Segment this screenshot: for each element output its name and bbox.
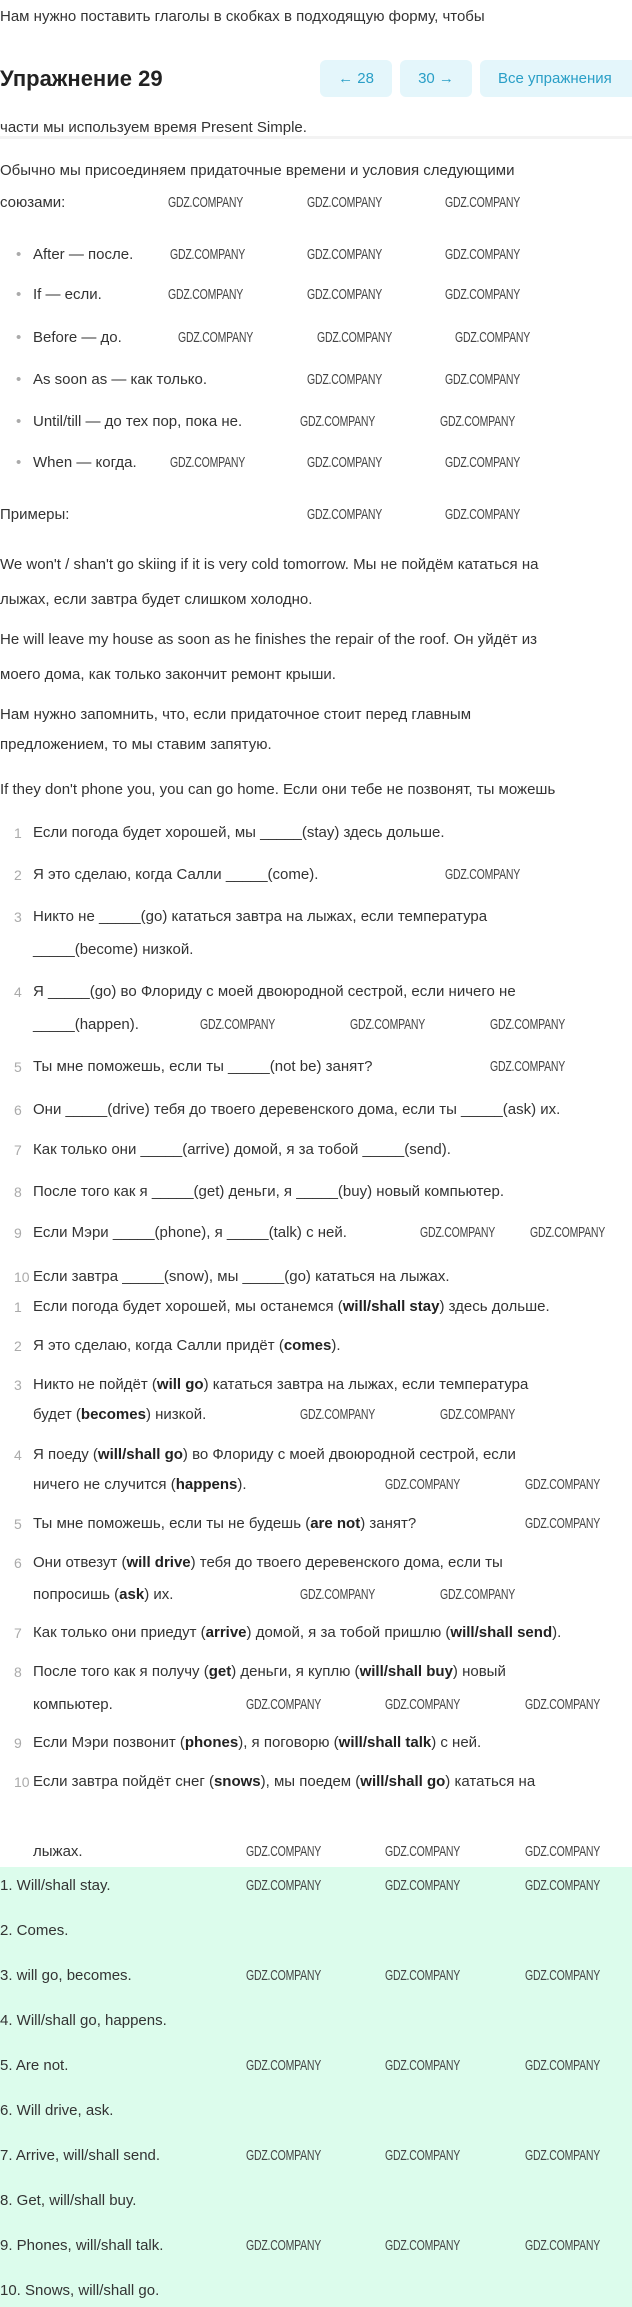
watermark: GDZ.COMPANY bbox=[246, 1843, 322, 1860]
answered-line bbox=[33, 1375, 528, 1395]
watermark: GDZ.COMPANY bbox=[350, 1016, 426, 1033]
intro-text: Нам нужно поставить глаголы в скобках в подходящую форму, чтобы bbox=[0, 8, 485, 25]
answer-text: ) кататься завтра на лыжах, если температура bbox=[203, 1376, 529, 1393]
watermark: GDZ.COMPANY bbox=[385, 1476, 461, 1493]
exercise-number: 10 bbox=[14, 1269, 30, 1285]
bullet-icon: • bbox=[16, 413, 22, 430]
answer-verb: will/shall go bbox=[97, 1446, 183, 1463]
watermark: GDZ.COMPANY bbox=[490, 1016, 566, 1033]
answer-text: ) здесь дольше. bbox=[439, 1298, 550, 1315]
answered-line bbox=[33, 1585, 173, 1605]
example-line: We won't / shan't go skiing if it is very cold tomorrow. Мы не пойдём кататься на bbox=[0, 556, 539, 573]
watermark: GDZ.COMPANY bbox=[530, 1224, 606, 1241]
watermark: GDZ.COMPANY bbox=[445, 866, 521, 883]
answer-text: лыжах. bbox=[33, 1843, 83, 1860]
answered-number: 2 bbox=[14, 1338, 22, 1354]
answer-text: будет ( bbox=[33, 1406, 81, 1423]
answer-verb: will/shall send bbox=[450, 1624, 553, 1641]
answer-verb: comes bbox=[283, 1337, 332, 1354]
answered-line bbox=[33, 1514, 416, 1534]
exercise-number: 4 bbox=[14, 984, 22, 1000]
answered-line bbox=[33, 1695, 113, 1715]
conjunction-item: Before — до. bbox=[33, 329, 122, 346]
all-exercises-button[interactable]: Все упражнения bbox=[480, 60, 632, 97]
exercise-line: Как только они _____(arrive) домой, я за тобой _____(send). bbox=[33, 1141, 451, 1158]
answered-line bbox=[33, 1623, 561, 1643]
watermark: GDZ.COMPANY bbox=[525, 2147, 601, 2164]
watermark: GDZ.COMPANY bbox=[385, 2147, 461, 2164]
answered-number: 8 bbox=[14, 1664, 22, 1680]
answer-verb: will/shall talk bbox=[338, 1734, 432, 1751]
watermark: GDZ.COMPANY bbox=[445, 194, 521, 211]
watermark: GDZ.COMPANY bbox=[525, 2237, 601, 2254]
watermark: GDZ.COMPANY bbox=[170, 246, 246, 263]
answer-text: ). bbox=[552, 1624, 562, 1641]
answer-item: 9. Phones, will/shall talk. bbox=[0, 2237, 164, 2254]
exercise-number: 9 bbox=[14, 1225, 22, 1241]
answer-text: После того как я получу ( bbox=[33, 1663, 209, 1680]
conjunction-item: When — когда. bbox=[33, 454, 137, 471]
answered-number: 7 bbox=[14, 1625, 22, 1641]
watermark: GDZ.COMPANY bbox=[246, 2237, 322, 2254]
watermark: GDZ.COMPANY bbox=[300, 413, 376, 430]
answer-text: попросишь ( bbox=[33, 1586, 120, 1603]
answered-line bbox=[33, 1553, 503, 1573]
conjunction-item: After — после. bbox=[33, 246, 134, 263]
answered-number: 6 bbox=[14, 1555, 22, 1571]
watermark: GDZ.COMPANY bbox=[246, 1696, 322, 1713]
watermark: GDZ.COMPANY bbox=[525, 1843, 601, 1860]
answered-line bbox=[33, 1405, 206, 1425]
answer-text: Я поеду ( bbox=[33, 1446, 98, 1463]
answer-item: 2. Comes. bbox=[0, 1922, 69, 1939]
watermark: GDZ.COMPANY bbox=[317, 329, 393, 346]
next-exercise-button[interactable]: 30 → bbox=[400, 60, 472, 97]
watermark: GDZ.COMPANY bbox=[178, 329, 254, 346]
exercise-line: Ты мне поможешь, если ты _____(not be) занят? bbox=[33, 1058, 373, 1075]
watermark: GDZ.COMPANY bbox=[307, 371, 383, 388]
answer-text: ) деньги, я куплю ( bbox=[231, 1663, 360, 1680]
answer-text: Я это сделаю, когда Салли придёт ( bbox=[33, 1337, 284, 1354]
exercise-number: 8 bbox=[14, 1184, 22, 1200]
exercise-number: 7 bbox=[14, 1142, 22, 1158]
conjunction-item: Until/till — до тех пор, пока не. bbox=[33, 413, 243, 430]
answer-text: ) во Флориду с моей двоюродной сестрой, если bbox=[182, 1446, 516, 1463]
watermark: GDZ.COMPANY bbox=[445, 506, 521, 523]
exercise-line: Никто не _____(go) кататься завтра на лыжах, если температура bbox=[33, 908, 488, 925]
exercise-line: После того как я _____(get) деньги, я _____(buy) новый компьютер. bbox=[33, 1183, 504, 1200]
answer-item: 4. Will/shall go, happens. bbox=[0, 2012, 167, 2029]
watermark: GDZ.COMPANY bbox=[525, 1967, 601, 1984]
answer-text: ) их. bbox=[144, 1586, 174, 1603]
answered-line bbox=[33, 1475, 247, 1495]
answer-verb: phones bbox=[184, 1734, 239, 1751]
answer-verb: will go bbox=[156, 1376, 204, 1393]
watermark: GDZ.COMPANY bbox=[307, 246, 383, 263]
answer-item: 1. Will/shall stay. bbox=[0, 1877, 111, 1894]
watermark: GDZ.COMPANY bbox=[168, 194, 244, 211]
watermark: GDZ.COMPANY bbox=[300, 1586, 376, 1603]
watermark: GDZ.COMPANY bbox=[445, 286, 521, 303]
answer-verb: happens bbox=[175, 1476, 238, 1493]
answer-item: 5. Are not. bbox=[0, 2057, 69, 2074]
bullet-icon: • bbox=[16, 454, 22, 471]
watermark: GDZ.COMPANY bbox=[445, 371, 521, 388]
watermark: GDZ.COMPANY bbox=[385, 1696, 461, 1713]
answer-text: ) новый bbox=[452, 1663, 506, 1680]
watermark: GDZ.COMPANY bbox=[307, 454, 383, 471]
answer-item: 3. will go, becomes. bbox=[0, 1967, 132, 1984]
answer-verb: are not bbox=[310, 1515, 361, 1532]
answer-text: ). bbox=[237, 1476, 247, 1493]
answer-text: Никто не пойдёт ( bbox=[33, 1376, 157, 1393]
answer-text: ), я поговорю ( bbox=[238, 1734, 339, 1751]
watermark: GDZ.COMPANY bbox=[445, 246, 521, 263]
answer-item: 8. Get, will/shall buy. bbox=[0, 2192, 137, 2209]
conjunction-item: If — если. bbox=[33, 286, 102, 303]
answer-verb: will/shall stay bbox=[342, 1298, 440, 1315]
watermark: GDZ.COMPANY bbox=[440, 1406, 516, 1423]
exercise-line: _____(become) низкой. bbox=[33, 941, 194, 958]
answered-line bbox=[33, 1297, 550, 1317]
watermark: GDZ.COMPANY bbox=[385, 2237, 461, 2254]
watermark: GDZ.COMPANY bbox=[385, 1843, 461, 1860]
watermark: GDZ.COMPANY bbox=[525, 1515, 601, 1532]
answer-text: ), мы поедем ( bbox=[260, 1773, 361, 1790]
watermark: GDZ.COMPANY bbox=[168, 286, 244, 303]
watermark: GDZ.COMPANY bbox=[525, 1877, 601, 1894]
answer-verb: becomes bbox=[80, 1406, 146, 1423]
answered-number: 10 bbox=[14, 1774, 30, 1790]
answer-verb: will drive bbox=[126, 1554, 191, 1571]
exercise-number: 5 bbox=[14, 1059, 22, 1075]
watermark: GDZ.COMPANY bbox=[246, 2147, 322, 2164]
prev-exercise-button[interactable]: ← 28 bbox=[320, 60, 392, 97]
example-line: лыжах, если завтра будет слишком холодно. bbox=[0, 591, 313, 608]
exercise-line: Если Мэри _____(phone), я _____(talk) с ней. bbox=[33, 1224, 347, 1241]
answer-item: 7. Arrive, will/shall send. bbox=[0, 2147, 161, 2164]
answer-text: Если Мэри позвонит ( bbox=[33, 1734, 185, 1751]
watermark: GDZ.COMPANY bbox=[525, 2057, 601, 2074]
answered-line bbox=[33, 1733, 481, 1753]
watermark: GDZ.COMPANY bbox=[490, 1058, 566, 1075]
watermark: GDZ.COMPANY bbox=[525, 1476, 601, 1493]
exercise-line: _____(happen). bbox=[33, 1016, 139, 1033]
watermark: GDZ.COMPANY bbox=[440, 413, 516, 430]
watermark: GDZ.COMPANY bbox=[307, 194, 383, 211]
answer-text: Ты мне поможешь, если ты не будешь ( bbox=[33, 1515, 311, 1532]
watermark: GDZ.COMPANY bbox=[307, 286, 383, 303]
answered-number: 1 bbox=[14, 1299, 22, 1315]
answer-verb: get bbox=[208, 1663, 232, 1680]
answer-text: Они отвезут ( bbox=[33, 1554, 127, 1571]
bullet-icon: • bbox=[16, 329, 22, 346]
watermark: GDZ.COMPANY bbox=[246, 2057, 322, 2074]
example-line: предложением, то мы ставим запятую. bbox=[0, 736, 272, 753]
watermark: GDZ.COMPANY bbox=[385, 2057, 461, 2074]
exercise-line: Я _____(go) во Флориду с моей двоюродной сестрой, если ничего не bbox=[33, 983, 516, 1000]
answered-number: 4 bbox=[14, 1447, 22, 1463]
watermark: GDZ.COMPANY bbox=[455, 329, 531, 346]
answer-text: ничего не случится ( bbox=[33, 1476, 176, 1493]
example-line: He will leave my house as soon as he finishes the repair of the roof. Он уйдёт из bbox=[0, 631, 537, 648]
answer-text: компьютер. bbox=[33, 1696, 113, 1713]
answer-verb: snows bbox=[213, 1773, 261, 1790]
answer-verb: ask bbox=[119, 1586, 145, 1603]
exercise-line: Если погода будет хорошей, мы _____(stay) здесь дольше. bbox=[33, 824, 445, 841]
answer-text: Если погода будет хорошей, мы останемся ( bbox=[33, 1298, 343, 1315]
conjunction-item: As soon as — как только. bbox=[33, 371, 208, 388]
bullet-icon: • bbox=[16, 286, 22, 303]
answer-text: Если завтра пойдёт снег ( bbox=[33, 1773, 214, 1790]
answer-verb: will/shall buy bbox=[359, 1663, 453, 1680]
watermark: GDZ.COMPANY bbox=[445, 454, 521, 471]
example-line: If they don't phone you, you can go home. Если они тебе не позвонят, ты можешь bbox=[0, 781, 556, 798]
watermark: GDZ.COMPANY bbox=[200, 1016, 276, 1033]
page-title: Упражнение 29 bbox=[0, 66, 163, 91]
watermark: GDZ.COMPANY bbox=[246, 1877, 322, 1894]
intro-text-continued: части мы используем время Present Simple. bbox=[0, 119, 307, 136]
answer-text: ) тебя до твоего деревенского дома, если ты bbox=[190, 1554, 503, 1571]
example-line: моего дома, как только закончит ремонт крыши. bbox=[0, 666, 336, 683]
exercise-number: 3 bbox=[14, 909, 22, 925]
answer-text: ) низкой. bbox=[145, 1406, 207, 1423]
watermark: GDZ.COMPANY bbox=[300, 1406, 376, 1423]
answer-text: ) кататься на bbox=[445, 1773, 536, 1790]
exercise-line: Я это сделаю, когда Салли _____(come). bbox=[33, 866, 319, 883]
answer-item: 10. Snows, will/shall go. bbox=[0, 2282, 160, 2299]
answered-line bbox=[33, 1772, 535, 1792]
watermark: GDZ.COMPANY bbox=[440, 1586, 516, 1603]
answered-line bbox=[33, 1662, 506, 1682]
exercise-number: 2 bbox=[14, 867, 22, 883]
bullet-icon: • bbox=[16, 246, 22, 263]
watermark: GDZ.COMPANY bbox=[246, 1967, 322, 1984]
answer-text: Как только они приедут ( bbox=[33, 1624, 206, 1641]
watermark: GDZ.COMPANY bbox=[307, 506, 383, 523]
examples-label: Примеры: bbox=[0, 506, 70, 523]
answered-line bbox=[33, 1336, 341, 1356]
exercise-number: 6 bbox=[14, 1102, 22, 1118]
exercise-number: 1 bbox=[14, 825, 22, 841]
answered-number: 9 bbox=[14, 1735, 22, 1751]
note-line: союзами: bbox=[0, 194, 66, 211]
answer-verb: will/shall go bbox=[360, 1773, 446, 1790]
answered-line bbox=[33, 1842, 83, 1862]
note-line: Обычно мы присоединяем придаточные времени и условия следующими bbox=[0, 162, 515, 179]
watermark: GDZ.COMPANY bbox=[525, 1696, 601, 1713]
bullet-icon: • bbox=[16, 371, 22, 388]
answer-text: ) занят? bbox=[360, 1515, 417, 1532]
answered-number: 5 bbox=[14, 1516, 22, 1532]
answer-item: 6. Will drive, ask. bbox=[0, 2102, 114, 2119]
answer-verb: arrive bbox=[205, 1624, 247, 1641]
watermark: GDZ.COMPANY bbox=[170, 454, 246, 471]
answered-number: 3 bbox=[14, 1377, 22, 1393]
answered-line bbox=[33, 1445, 516, 1465]
exercise-line: Если завтра _____(snow), мы _____(go) кататься на лыжах. bbox=[33, 1268, 450, 1285]
watermark: GDZ.COMPANY bbox=[385, 1877, 461, 1894]
exercise-line: Они _____(drive) тебя до твоего деревенского дома, если ты _____(ask) их. bbox=[33, 1101, 561, 1118]
answer-text: ) домой, я за тобой пришлю ( bbox=[246, 1624, 451, 1641]
example-line: Нам нужно запомнить, что, если придаточное стоит перед главным bbox=[0, 706, 472, 723]
watermark: GDZ.COMPANY bbox=[385, 1967, 461, 1984]
answer-text: ) с ней. bbox=[431, 1734, 482, 1751]
answer-text: ). bbox=[331, 1337, 341, 1354]
watermark: GDZ.COMPANY bbox=[420, 1224, 496, 1241]
